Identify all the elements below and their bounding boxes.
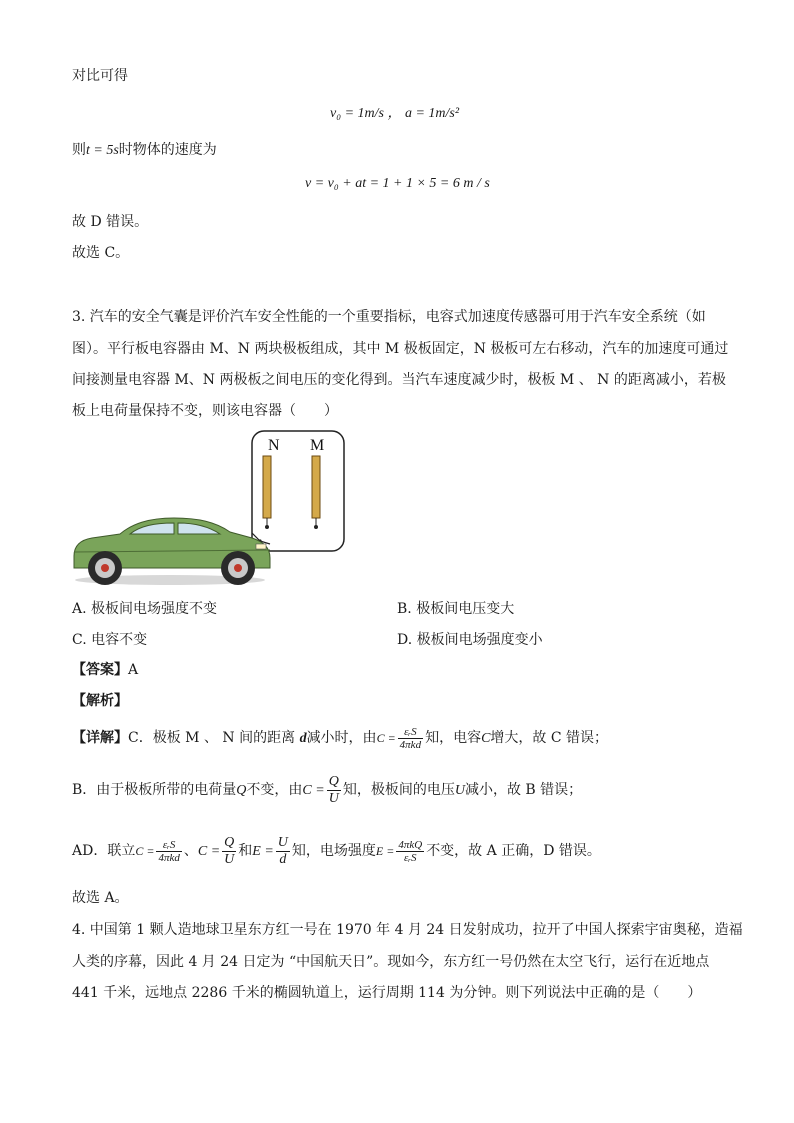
detail-ad-sep: 、: [183, 843, 198, 859]
detail-b-part2: 不变，由: [246, 782, 303, 798]
q3-line-2: 图）。平行板电容器由 M、N 两块极板组成，其中 M 极板固定，N 极板可左右移动，汽车的加速度可通过: [72, 341, 729, 357]
formula-ad3-lhs: E =: [252, 844, 274, 859]
car-capacitor-figure: [70, 428, 350, 588]
formula-c-num: εᵣS: [398, 726, 423, 739]
text-compare: 对比可得: [72, 68, 128, 84]
formula-c-den: 4πkd: [399, 738, 422, 751]
answer-value: A: [128, 662, 139, 678]
q3-line-3: 间接测量电容器 M、N 两极板之间电压的变化得到。当汽车速度减少时，极板 M 、 N 的距离减小，若极: [72, 372, 726, 388]
formula-ad3-num: U: [277, 834, 288, 850]
detail-tag: 【详解】: [72, 730, 128, 746]
detail-line-ad: [72, 833, 601, 870]
label-n: N: [268, 437, 280, 454]
formula-ad3-den: d: [279, 851, 287, 867]
detail-c-part1: C．极板 M 、 N 间的距离: [128, 730, 296, 746]
detail-ad-part3: 不变，故 A 正确，D 错误。: [426, 843, 601, 859]
formula-c-fraction: [398, 726, 423, 751]
option-d: D. 极板间电场强度变小: [397, 632, 543, 648]
detail-b-part3: 知，极板间的电压: [342, 782, 455, 798]
detail-line-c: [72, 724, 608, 753]
equation-velocity: v = v₀ + at = 1 + 1 × 5 = 6 m / s: [305, 176, 490, 191]
detail-ad-and: 和: [238, 843, 253, 859]
detail-ad-part2: 知，电场强度: [291, 843, 376, 859]
plate-n: [263, 456, 271, 529]
formula-ad4-num: 4πkQ: [398, 838, 423, 851]
formula-ad2-den: U: [224, 851, 235, 867]
detail-c-part3: 知，电容: [425, 730, 482, 746]
option-b: B. 极板间电压变大: [397, 601, 515, 617]
formula-ad4-fraction: [396, 839, 424, 864]
plate-m: [312, 456, 320, 529]
q3-conclusion: 故选 A。: [72, 890, 129, 906]
option-c: C. 电容不变: [72, 632, 148, 648]
formula-ad1-fraction: [156, 839, 181, 864]
analysis-tag: 【解析】: [72, 693, 128, 709]
formula-c-lhs: C =: [376, 731, 396, 745]
formula-ad3-fraction: [276, 835, 290, 868]
text-choose-c: 故选 C。: [72, 245, 130, 261]
formula-b-lhs: C =: [302, 783, 325, 798]
detail-b-part4: 减小，故 B 错误；: [464, 782, 583, 798]
formula-ad1-lhs: C =: [135, 844, 155, 858]
text-then-t: t = 5s: [86, 143, 119, 158]
q3-line-1: 3. 汽车的安全气囊是评价汽车安全性能的一个重要指标，电容式加速度传感器可用于汽车安全系统（如: [72, 309, 706, 325]
detail-b-q: Q: [236, 783, 247, 798]
formula-ad2-fraction: [222, 835, 236, 868]
detail-c-var-c: C: [481, 731, 491, 746]
answer-row: [72, 660, 138, 680]
text-then: [72, 140, 217, 161]
text-then-b: 时物体的速度为: [118, 142, 217, 158]
car-illustration: [74, 518, 270, 585]
formula-b-num: Q: [328, 773, 339, 789]
formula-ad2-lhs: C =: [197, 844, 221, 859]
text-then-a: 则: [72, 142, 86, 158]
formula-ad1-num: εᵣS: [156, 839, 181, 852]
label-m: M: [310, 437, 325, 454]
answer-tag: 【答案】: [72, 662, 128, 678]
q3-line-4: 板上电荷量保持不变，则该电容器（ ）: [72, 403, 338, 419]
detail-line-b: [72, 772, 582, 809]
detail-c-part4: 增大，故 C 错误；: [490, 730, 609, 746]
option-a: A. 极板间电场强度不变: [72, 601, 218, 617]
q4-line-2: 人类的序幕，因此 4 月 24 日定为 “中国航天日”。现如今，东方红一号仍然在太空飞行，运行在近地点: [72, 954, 710, 970]
formula-ad2-num: Q: [224, 834, 235, 850]
detail-ad-part1: AD．联立: [72, 843, 136, 859]
detail-c-var-d: d: [299, 731, 307, 746]
formula-ad1-den: 4πkd: [158, 851, 180, 864]
detail-c-part2: 减小时，由: [306, 730, 377, 746]
equation-v0-a: v₀ = 1m/s ， a = 1m/s²: [330, 106, 460, 121]
text-d-wrong: 故 D 错误。: [72, 214, 149, 230]
q4-line-1: 4. 中国第 1 颗人造地球卫星东方红一号在 1970 年 4 月 24 日发射成功，拉开了中国人探索宇宙奥秘，造福: [72, 922, 743, 938]
formula-b-den: U: [328, 790, 339, 806]
formula-ad4-den: εᵣS: [403, 851, 417, 864]
formula-b-fraction: [327, 774, 341, 807]
detail-b-part1: B．由于极板所带的电荷量: [72, 782, 237, 798]
q4-line-3: 441 千米，远地点 2286 千米的椭圆轨道上，运行周期 114 为分钟。则下列说法中正确的是（ ）: [72, 985, 702, 1001]
detail-b-u: U: [454, 783, 465, 798]
formula-ad4-lhs: E =: [375, 844, 395, 858]
